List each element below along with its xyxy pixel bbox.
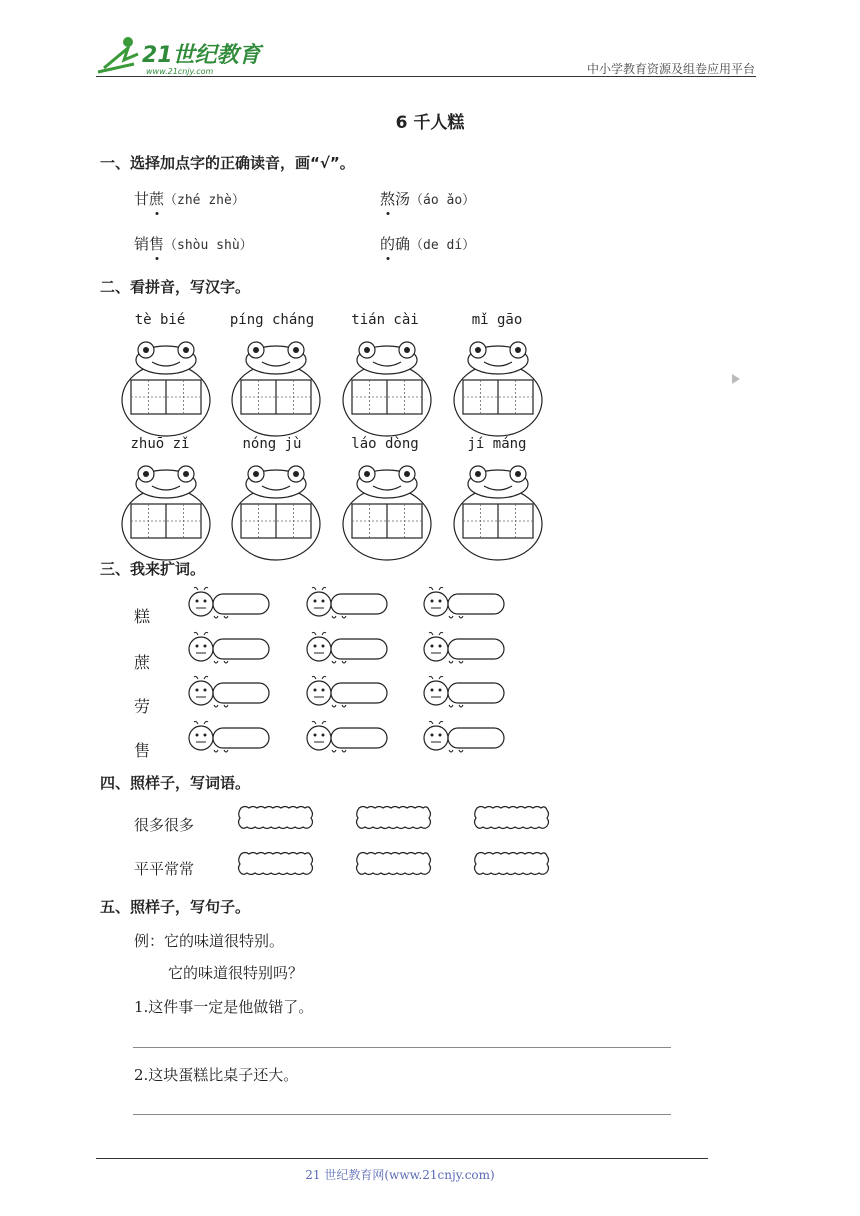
page-title: 6 千人糕 bbox=[395, 113, 465, 133]
word-example: 很多很多 bbox=[134, 816, 195, 834]
caterpillar-answer-box[interactable] bbox=[419, 720, 507, 754]
caterpillar-answer-box[interactable] bbox=[184, 631, 272, 665]
reading-item-3: 销售（shòu shù） bbox=[134, 235, 253, 253]
section4-title: 四、照样子，写词语。 bbox=[100, 774, 251, 792]
word-answer-box[interactable] bbox=[353, 850, 433, 878]
pinyin-label: mǐ gāo bbox=[471, 312, 523, 328]
sentence-example-answer: 它的味道很特别吗？ bbox=[168, 964, 304, 982]
logo-url: www.21cnjy.com bbox=[146, 67, 214, 76]
section5-title: 五、照样子，写句子。 bbox=[100, 898, 251, 916]
pinyin-label: láo dòng bbox=[351, 436, 419, 452]
word-answer-box[interactable] bbox=[353, 804, 433, 832]
section2-title: 二、看拼音，写汉字。 bbox=[100, 278, 251, 296]
footer-text[interactable]: 21 世纪教育网(www.21cnjy.com) bbox=[305, 1168, 495, 1182]
pinyin-label: jí máng bbox=[467, 436, 527, 452]
header-platform-text: 中小学教育资源及组卷应用平台 bbox=[586, 62, 755, 76]
expand-char: 劳 bbox=[134, 697, 151, 716]
caterpillar-answer-box[interactable] bbox=[419, 631, 507, 665]
logo-text: 21世纪教育 bbox=[142, 43, 261, 68]
frog-writing-box[interactable] bbox=[228, 462, 324, 562]
pinyin-label: nóng jù bbox=[242, 436, 302, 452]
frog-writing-box[interactable] bbox=[450, 462, 546, 562]
sentence-question-1: 1.这件事一定是他做错了。 bbox=[134, 998, 314, 1016]
frog-writing-box[interactable] bbox=[339, 338, 435, 438]
section3-title: 三、我来扩词。 bbox=[100, 560, 206, 578]
pinyin-label: tè bié bbox=[134, 312, 186, 328]
caterpillar-answer-box[interactable] bbox=[419, 586, 507, 620]
answer-line-1[interactable] bbox=[133, 1047, 671, 1048]
sentence-question-2: 2.这块蛋糕比桌子还大。 bbox=[134, 1066, 299, 1084]
word-answer-box[interactable] bbox=[235, 804, 315, 832]
frog-writing-box[interactable] bbox=[450, 338, 546, 438]
section1-title: 一、选择加点字的正确读音，画“√”。 bbox=[100, 154, 355, 172]
sentence-example: 例：它的味道很特别。 bbox=[134, 932, 285, 950]
header-divider bbox=[96, 76, 756, 77]
caterpillar-answer-box[interactable] bbox=[302, 675, 390, 709]
site-logo bbox=[94, 34, 264, 78]
word-answer-box[interactable] bbox=[471, 850, 551, 878]
expand-char: 糕 bbox=[134, 607, 151, 626]
caterpillar-answer-box[interactable] bbox=[184, 675, 272, 709]
frog-writing-box[interactable] bbox=[118, 462, 214, 562]
expand-char: 蔗 bbox=[134, 653, 151, 672]
caterpillar-answer-box[interactable] bbox=[184, 586, 272, 620]
frog-writing-box[interactable] bbox=[118, 338, 214, 438]
caterpillar-answer-box[interactable] bbox=[302, 720, 390, 754]
reading-item-1: 甘蔗（zhé zhè） bbox=[134, 190, 245, 208]
footer-divider bbox=[96, 1158, 708, 1159]
reading-item-2: 熬汤（áo ǎo） bbox=[380, 190, 476, 208]
pinyin-label: tián cài bbox=[351, 312, 419, 328]
word-example: 平平常常 bbox=[134, 860, 195, 878]
caterpillar-answer-box[interactable] bbox=[184, 720, 272, 754]
frog-writing-box[interactable] bbox=[339, 462, 435, 562]
pinyin-label: zhuō zǐ bbox=[130, 436, 190, 452]
caterpillar-answer-box[interactable] bbox=[419, 675, 507, 709]
cursor-mark-icon bbox=[732, 374, 740, 384]
frog-writing-box[interactable] bbox=[228, 338, 324, 438]
reading-item-4: 的确（de dí） bbox=[380, 235, 476, 253]
pinyin-label: píng cháng bbox=[229, 312, 315, 328]
caterpillar-answer-box[interactable] bbox=[302, 631, 390, 665]
word-answer-box[interactable] bbox=[235, 850, 315, 878]
answer-line-2[interactable] bbox=[133, 1114, 671, 1115]
caterpillar-answer-box[interactable] bbox=[302, 586, 390, 620]
expand-char: 售 bbox=[134, 741, 151, 760]
word-answer-box[interactable] bbox=[471, 804, 551, 832]
